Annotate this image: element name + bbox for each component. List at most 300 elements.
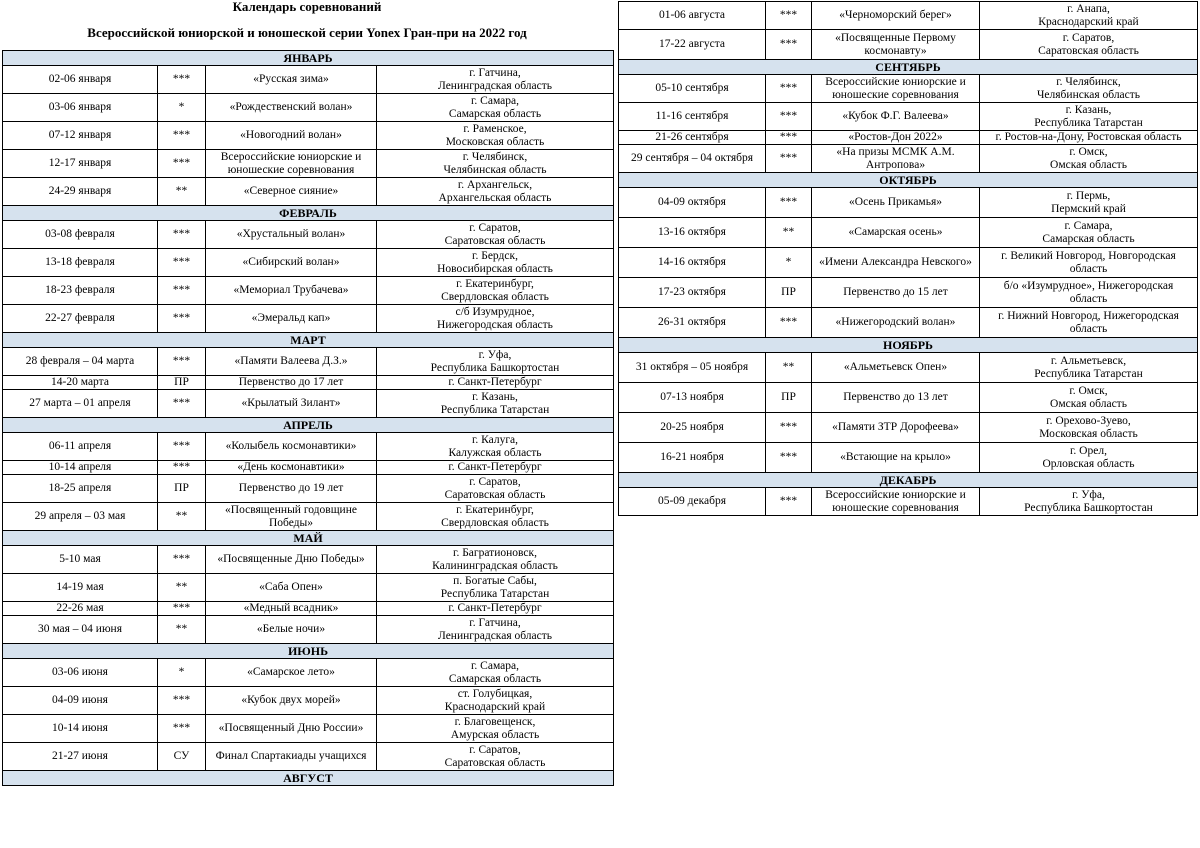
event-category: ** <box>766 218 812 248</box>
event-category: * <box>158 94 206 122</box>
event-date: 03-06 июня <box>3 659 158 687</box>
event-place-line2: Челябинская область <box>443 163 547 176</box>
event-row <box>3 150 614 178</box>
event-name: «Черноморский берег» <box>812 2 980 30</box>
event-date: 21-27 июня <box>3 743 158 771</box>
event-category: *** <box>766 75 812 103</box>
event-place <box>980 413 1198 443</box>
event-category: *** <box>158 687 206 715</box>
event-name: «Рождественский волан» <box>206 94 377 122</box>
event-name: «Нижегородский волан» <box>812 308 980 338</box>
event-name: Первенство до 17 лет <box>206 376 377 390</box>
event-name: Первенство до 15 лет <box>812 278 980 308</box>
event-name: «Осень Прикамья» <box>812 188 980 218</box>
event-name: «Саба Опен» <box>206 574 377 602</box>
event-place-line2: Омская область <box>1050 397 1127 410</box>
event-place <box>377 348 614 376</box>
event-date: 05-10 сентября <box>619 75 766 103</box>
event-date: 03-06 января <box>3 94 158 122</box>
calendar-table-right <box>618 1 1198 516</box>
event-place-line1: г. Уфа, <box>1072 489 1105 501</box>
event-date: 14-20 марта <box>3 376 158 390</box>
event-place-line1: г. Калуга, <box>471 434 519 446</box>
event-place-line2: Краснодарский край <box>1038 15 1139 28</box>
event-place-line1: г. Саратов, <box>469 476 521 488</box>
event-category: ПР <box>158 475 206 503</box>
event-row <box>619 488 1198 516</box>
event-date: 14-16 октября <box>619 248 766 278</box>
event-place-line2: Архангельская область <box>438 191 552 204</box>
event-name: «Памяти Валеева Д.З.» <box>206 348 377 376</box>
event-category: *** <box>158 221 206 249</box>
event-place <box>377 616 614 644</box>
month-name: МАРТ <box>3 333 614 348</box>
event-place <box>980 188 1198 218</box>
event-place-line1: г. Санкт-Петербург <box>448 461 542 474</box>
event-category: ПР <box>766 383 812 413</box>
month-header-row <box>3 531 614 546</box>
event-place <box>980 443 1198 473</box>
event-date: 13-18 февраля <box>3 249 158 277</box>
event-place-line2: Ленинградская область <box>437 79 553 92</box>
event-category: *** <box>766 30 812 60</box>
event-category: *** <box>158 715 206 743</box>
month-name: АВГУСТ <box>3 771 614 786</box>
event-date: 22-26 мая <box>3 602 158 616</box>
event-row <box>3 249 614 277</box>
event-place-line1: г. Казань, <box>472 391 518 403</box>
event-place-line2: Ленинградская область <box>437 629 553 642</box>
event-name: «Сибирский волан» <box>206 249 377 277</box>
event-place-line2: Пермский край <box>1051 202 1126 215</box>
event-place <box>377 574 614 602</box>
event-row <box>3 122 614 150</box>
event-row <box>619 218 1198 248</box>
event-date: 28 февраля – 04 марта <box>3 348 158 376</box>
month-header-row <box>3 51 614 66</box>
event-place-line1: г. Нижний Новгород, Нижегородская <box>998 310 1179 322</box>
event-place <box>377 687 614 715</box>
event-place-line2: Саратовская область <box>1038 44 1139 57</box>
event-category: ** <box>158 574 206 602</box>
event-place <box>377 475 614 503</box>
event-row <box>619 2 1198 30</box>
month-header-row <box>619 173 1198 188</box>
month-name: ЯНВАРЬ <box>3 51 614 66</box>
event-name: «Альметьевск Опен» <box>812 353 980 383</box>
event-name: «Колыбель космонавтики» <box>206 433 377 461</box>
event-place <box>377 249 614 277</box>
event-place-line2: Саратовская область <box>444 488 546 501</box>
event-name: «Мемориал Трубачева» <box>206 277 377 305</box>
event-category: *** <box>158 433 206 461</box>
event-row <box>3 433 614 461</box>
event-row <box>3 743 614 771</box>
event-place-line1: г. Челябинск, <box>1056 76 1121 88</box>
event-name: Первенство до 13 лет <box>812 383 980 413</box>
event-place-line1: г. Орел, <box>1070 445 1107 457</box>
event-category: ** <box>766 353 812 383</box>
event-place-line1: г. Гатчина, <box>469 617 521 629</box>
event-place <box>377 221 614 249</box>
event-row <box>619 188 1198 218</box>
event-place-line2: Московская область <box>445 135 545 148</box>
event-row <box>619 278 1198 308</box>
event-row <box>619 103 1198 131</box>
event-date: 18-23 февраля <box>3 277 158 305</box>
event-name: «Крылатый Зилант» <box>206 390 377 418</box>
event-place-line1: г. Санкт-Петербург <box>448 602 542 615</box>
event-place-line2: Свердловская область <box>441 290 549 303</box>
event-name: «Новогодний волан» <box>206 122 377 150</box>
event-place-line1: г. Казань, <box>1065 104 1112 116</box>
month-name: АПРЕЛЬ <box>3 418 614 433</box>
event-place-line1: г. Гатчина, <box>469 67 521 79</box>
event-place <box>980 103 1198 131</box>
event-place <box>980 145 1198 173</box>
event-place-line2: Республика Башкортостан <box>1024 501 1153 514</box>
event-row <box>3 715 614 743</box>
event-name: «Хрустальный волан» <box>206 221 377 249</box>
month-header-row <box>3 771 614 786</box>
event-place-line1: г. Самара, <box>471 95 519 107</box>
event-name: «Посвященный Дню России» <box>206 715 377 743</box>
event-place-line1: г. Санкт-Петербург <box>448 376 542 389</box>
event-place <box>377 94 614 122</box>
event-place <box>377 461 614 475</box>
event-name: Всероссийские юниорские и юношеские соревнования <box>206 150 377 178</box>
event-name: «Самарское лето» <box>206 659 377 687</box>
event-row <box>619 413 1198 443</box>
event-date: 30 мая – 04 июня <box>3 616 158 644</box>
event-place-line2: Республика Татарстан <box>440 587 550 600</box>
event-place <box>377 376 614 390</box>
event-date: 18-25 апреля <box>3 475 158 503</box>
event-category: *** <box>158 122 206 150</box>
event-date: 17-23 октября <box>619 278 766 308</box>
event-place-line2: Московская область <box>1039 427 1138 440</box>
event-name: «Посвященные Дню Победы» <box>206 546 377 574</box>
event-name: «Встающие на крыло» <box>812 443 980 473</box>
event-name: «Посвященные Первому космонавту» <box>812 30 980 60</box>
event-date: 06-11 апреля <box>3 433 158 461</box>
event-category: ** <box>158 503 206 531</box>
event-category: *** <box>766 145 812 173</box>
event-date: 24-29 января <box>3 178 158 206</box>
event-date: 31 октября – 05 ноября <box>619 353 766 383</box>
event-place-line2: Саратовская область <box>444 234 546 247</box>
event-date: 10-14 июня <box>3 715 158 743</box>
event-place-line1: г. Альметьевск, <box>1050 355 1127 367</box>
event-row <box>3 305 614 333</box>
event-place-line1: ст. Голубицкая, <box>457 688 533 700</box>
event-date: 22-27 февраля <box>3 305 158 333</box>
event-name: «Имени Александра Невского» <box>812 248 980 278</box>
event-place-line1: г. Омск, <box>1069 385 1108 397</box>
event-row <box>3 574 614 602</box>
event-date: 20-25 ноября <box>619 413 766 443</box>
event-date: 11-16 сентября <box>619 103 766 131</box>
event-place <box>377 305 614 333</box>
event-date: 14-19 мая <box>3 574 158 602</box>
event-place-line1: г. Пермь, <box>1066 190 1111 202</box>
event-category: *** <box>158 66 206 94</box>
event-row <box>619 131 1198 145</box>
event-place <box>980 30 1198 60</box>
event-place <box>377 178 614 206</box>
event-place-line2: Орловская область <box>1042 457 1135 470</box>
month-header-row <box>3 206 614 221</box>
event-name: «Кубок Ф.Г. Валеева» <box>812 103 980 131</box>
event-place <box>377 277 614 305</box>
event-row <box>3 348 614 376</box>
event-place-line2: Новосибирская область <box>437 262 553 275</box>
event-date: 27 марта – 01 апреля <box>3 390 158 418</box>
event-category: *** <box>766 188 812 218</box>
event-date: 01-06 августа <box>619 2 766 30</box>
event-date: 04-09 июня <box>3 687 158 715</box>
event-category: *** <box>158 277 206 305</box>
event-place <box>980 75 1198 103</box>
event-date: 29 сентября – 04 октября <box>619 145 766 173</box>
event-place <box>377 122 614 150</box>
event-place-line1: г. Екатеринбург, <box>456 504 534 516</box>
event-row <box>3 616 614 644</box>
event-row <box>3 602 614 616</box>
event-category: * <box>158 659 206 687</box>
event-place-line2: Амурская область <box>450 728 540 741</box>
event-place <box>980 218 1198 248</box>
event-place-line2: область <box>1069 322 1108 335</box>
event-date: 02-06 января <box>3 66 158 94</box>
event-place <box>980 248 1198 278</box>
event-name: Финал Спартакиады учащихся <box>206 743 377 771</box>
event-place-line1: б/о «Изумрудное», Нижегородская <box>1003 280 1174 292</box>
event-place <box>980 383 1198 413</box>
event-place-line1: г. Омск, <box>1069 146 1108 158</box>
event-place-line2: Калужская область <box>448 446 542 459</box>
event-row <box>3 390 614 418</box>
event-date: 13-16 октября <box>619 218 766 248</box>
event-place-line1: г. Самара, <box>471 660 519 672</box>
event-place-line1: г. Уфа, <box>478 349 512 361</box>
event-place <box>377 433 614 461</box>
event-category: ** <box>158 178 206 206</box>
event-category: *** <box>158 602 206 616</box>
event-category: *** <box>158 390 206 418</box>
event-row <box>619 30 1198 60</box>
event-date: 21-26 сентября <box>619 131 766 145</box>
event-place-line1: г. Благовещенск, <box>454 716 536 728</box>
event-name: «Кубок двух морей» <box>206 687 377 715</box>
calendar-table-left <box>2 50 614 786</box>
event-place-line2: область <box>1069 262 1108 275</box>
event-name: «Ростов-Дон 2022» <box>812 131 980 145</box>
event-name: «День космонавтики» <box>206 461 377 475</box>
event-name: «Эмеральд кап» <box>206 305 377 333</box>
event-date: 17-22 августа <box>619 30 766 60</box>
event-category: ПР <box>766 278 812 308</box>
event-place-line2: Самарская область <box>1042 232 1135 245</box>
event-name: «Медный всадник» <box>206 602 377 616</box>
event-place-line1: г. Саратов, <box>1062 32 1115 44</box>
event-place-line1: г. Саратов, <box>469 222 521 234</box>
event-place <box>980 2 1198 30</box>
event-date: 03-08 февраля <box>3 221 158 249</box>
event-place <box>377 390 614 418</box>
event-place-line2: Самарская область <box>448 107 542 120</box>
event-date: 26-31 октября <box>619 308 766 338</box>
event-row <box>619 75 1198 103</box>
event-place-line2: Саратовская область <box>444 756 546 769</box>
month-header-row <box>3 644 614 659</box>
event-category: *** <box>766 443 812 473</box>
event-category: *** <box>158 546 206 574</box>
event-place-line1: г. Ростов-на-Дону, Ростовская область <box>995 131 1182 144</box>
event-category: *** <box>766 131 812 145</box>
event-place-line1: г. Самара, <box>1064 220 1113 232</box>
event-place-line2: область <box>1069 292 1108 305</box>
event-place-line1: г. Анапа, <box>1067 3 1110 15</box>
event-category: *** <box>158 249 206 277</box>
event-place-line1: г. Бердск, <box>472 250 518 262</box>
event-place-line1: г. Орехово-Зуево, <box>1046 415 1131 427</box>
event-date: 12-17 января <box>3 150 158 178</box>
month-header-row <box>3 418 614 433</box>
event-row <box>619 248 1198 278</box>
event-category: *** <box>766 308 812 338</box>
event-row <box>3 376 614 390</box>
month-header-row <box>619 338 1198 353</box>
event-place <box>377 715 614 743</box>
month-header-row <box>619 473 1198 488</box>
event-date: 07-13 ноября <box>619 383 766 413</box>
event-place <box>980 278 1198 308</box>
event-place-line2: Республика Татарстан <box>1034 367 1143 380</box>
event-category: ПР <box>158 376 206 390</box>
event-category: *** <box>158 150 206 178</box>
month-header-row <box>619 60 1198 75</box>
event-place-line1: г. Багратионовск, <box>453 547 537 559</box>
event-category: *** <box>158 348 206 376</box>
event-category: *** <box>766 488 812 516</box>
event-row <box>3 659 614 687</box>
event-row <box>3 178 614 206</box>
event-place-line2: Калининградская область <box>432 559 558 572</box>
event-place-line1: г. Великий Новгород, Новгородская <box>1001 250 1176 262</box>
event-place <box>377 150 614 178</box>
event-place-line1: г. Челябинск, <box>462 151 528 163</box>
event-row <box>3 546 614 574</box>
event-place <box>980 131 1198 145</box>
event-place-line1: г. Екатеринбург, <box>456 278 534 290</box>
event-row <box>619 383 1198 413</box>
event-place <box>980 308 1198 338</box>
event-place-line1: г. Архангельск, <box>457 179 533 191</box>
event-category: *** <box>158 461 206 475</box>
event-name: «Самарская осень» <box>812 218 980 248</box>
event-row <box>619 443 1198 473</box>
event-date: 10-14 апреля <box>3 461 158 475</box>
event-row <box>619 145 1198 173</box>
month-name: СЕНТЯБРЬ <box>619 60 1198 75</box>
event-date: 04-09 октября <box>619 188 766 218</box>
event-category: *** <box>158 305 206 333</box>
event-row <box>3 475 614 503</box>
event-date: 5-10 мая <box>3 546 158 574</box>
event-place <box>980 353 1198 383</box>
event-place <box>377 743 614 771</box>
month-name: ИЮНЬ <box>3 644 614 659</box>
event-place-line2: Республика Татарстан <box>440 403 550 416</box>
event-date: 05-09 декабря <box>619 488 766 516</box>
event-name: «Русская зима» <box>206 66 377 94</box>
event-category: *** <box>766 103 812 131</box>
event-place-line2: Республика Татарстан <box>1034 116 1143 129</box>
event-name: Всероссийские юниорские и юношеские соревнования <box>812 488 980 516</box>
event-place <box>377 659 614 687</box>
month-name: ДЕКАБРЬ <box>619 473 1198 488</box>
event-name: «Посвященный годовщине Победы» <box>206 503 377 531</box>
event-row <box>3 503 614 531</box>
document-title: Календарь соревнований <box>232 0 382 14</box>
event-date: 07-12 января <box>3 122 158 150</box>
event-category: *** <box>766 2 812 30</box>
month-header-row <box>3 333 614 348</box>
event-row <box>619 353 1198 383</box>
event-name: Всероссийские юниорские и юношеские соревнования <box>812 75 980 103</box>
event-name: Первенство до 19 лет <box>206 475 377 503</box>
event-place-line2: Омская область <box>1050 158 1127 171</box>
event-place-line2: Краснодарский край <box>444 700 546 713</box>
month-name: ФЕВРАЛЬ <box>3 206 614 221</box>
event-place-line1: г. Раменское, <box>463 123 527 135</box>
event-name: «Белые ночи» <box>206 616 377 644</box>
document-subtitle: Всероссийской юниорской и юношеской серии Yonex Гран-при на 2022 год <box>87 25 527 40</box>
event-name: «На призы МСМК А.М. Антропова» <box>812 145 980 173</box>
event-place-line2: Республика Башкортостан <box>430 361 560 374</box>
event-place-line2: Челябинская область <box>1036 88 1141 101</box>
event-place-line2: Свердловская область <box>441 516 549 529</box>
event-category: * <box>766 248 812 278</box>
event-row <box>3 66 614 94</box>
event-place-line1: с/б Изумрудное, <box>455 306 535 318</box>
event-row <box>3 94 614 122</box>
month-name: МАЙ <box>3 531 614 546</box>
event-place-line2: Нижегородская область <box>437 318 553 331</box>
event-category: ** <box>158 616 206 644</box>
event-place <box>377 503 614 531</box>
event-category: СУ <box>158 743 206 771</box>
event-row <box>3 277 614 305</box>
event-place <box>980 488 1198 516</box>
event-place <box>377 66 614 94</box>
event-row <box>3 461 614 475</box>
event-row <box>3 687 614 715</box>
event-row <box>619 308 1198 338</box>
event-date: 16-21 ноября <box>619 443 766 473</box>
event-name: «Памяти ЗТР Дорофеева» <box>812 413 980 443</box>
event-place-line2: Самарская область <box>448 672 542 685</box>
month-name: НОЯБРЬ <box>619 338 1198 353</box>
event-category: *** <box>766 413 812 443</box>
event-place-line1: п. Богатые Сабы, <box>453 575 537 587</box>
event-row <box>3 221 614 249</box>
event-place-line1: г. Саратов, <box>469 744 521 756</box>
event-place <box>377 546 614 574</box>
event-name: «Северное сияние» <box>206 178 377 206</box>
month-name: ОКТЯБРЬ <box>619 173 1198 188</box>
